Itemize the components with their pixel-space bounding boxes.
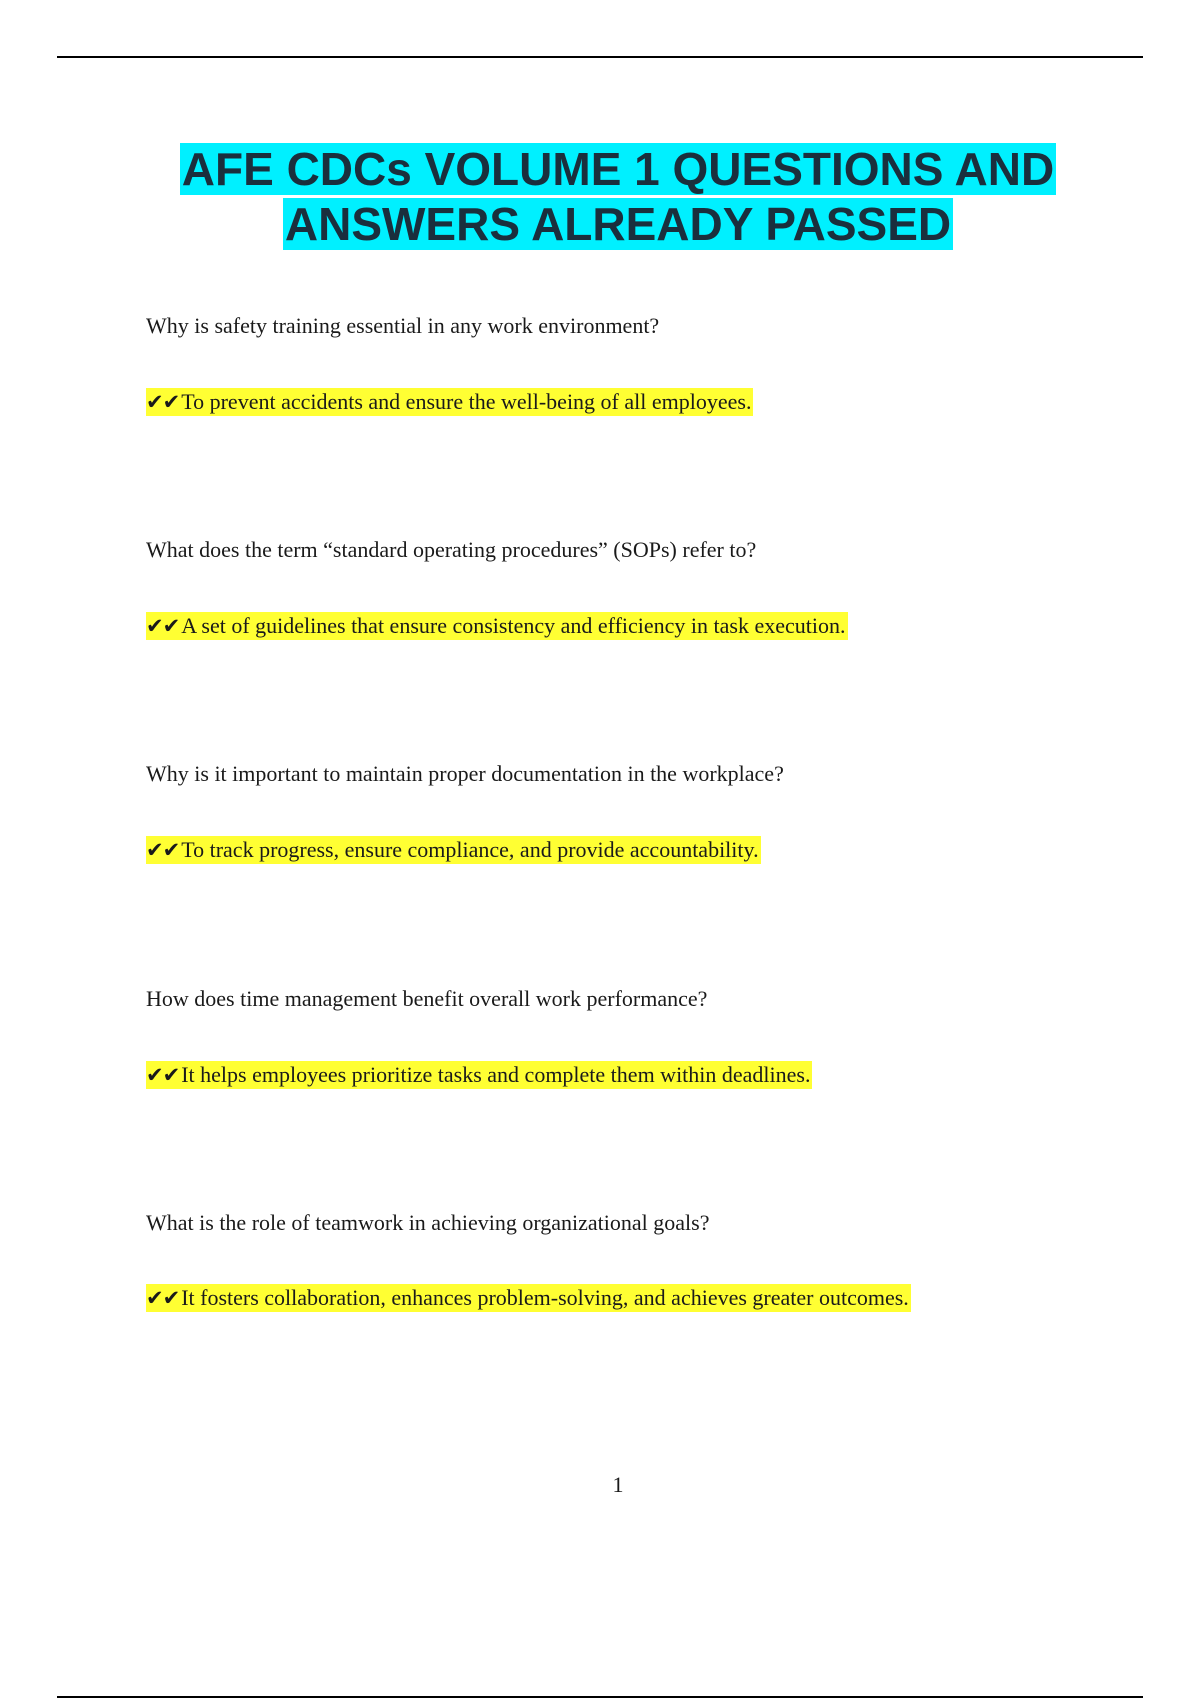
answer-3: [146, 836, 761, 864]
title-line-1: AFE CDCs VOLUME 1 QUESTIONS AND: [181, 143, 1055, 195]
answer-5: [146, 1284, 911, 1312]
double-check-icon: ✔✔: [146, 614, 180, 638]
document-title: [0, 142, 1200, 252]
answer-1: [146, 388, 753, 416]
title-line-2: ANSWERS ALREADY PASSED: [284, 198, 952, 250]
header-rule: [57, 56, 1143, 58]
double-check-icon: ✔✔: [146, 1286, 180, 1310]
page-number: 1: [612, 1472, 624, 1497]
question-5: What is the role of teamwork in achieving organizational goals?: [146, 1210, 710, 1235]
answer-5-text: It fosters collaboration, enhances problem-solving, and achieves greater outcomes.: [181, 1285, 909, 1310]
double-check-icon: ✔✔: [146, 390, 180, 414]
double-check-icon: ✔✔: [146, 838, 180, 862]
double-check-icon: ✔✔: [146, 1063, 180, 1087]
question-1: Why is safety training essential in any work environment?: [146, 313, 660, 338]
answer-1-text: To prevent accidents and ensure the well-being of all employees.: [181, 389, 752, 414]
answer-4-text: It helps employees prioritize tasks and complete them within deadlines.: [181, 1062, 811, 1087]
answer-3-text: To track progress, ensure compliance, and provide accountability.: [181, 837, 759, 862]
answer-2: [146, 612, 848, 640]
question-4: How does time management benefit overall work performance?: [146, 986, 708, 1011]
question-2: What does the term “standard operating procedures” (SOPs) refer to?: [146, 537, 757, 562]
answer-2-text: A set of guidelines that ensure consistency and efficiency in task execution.: [181, 613, 846, 638]
answer-4: [146, 1061, 812, 1089]
question-3: Why is it important to maintain proper documentation in the workplace?: [146, 761, 784, 786]
footer-rule: [57, 1696, 1143, 1698]
